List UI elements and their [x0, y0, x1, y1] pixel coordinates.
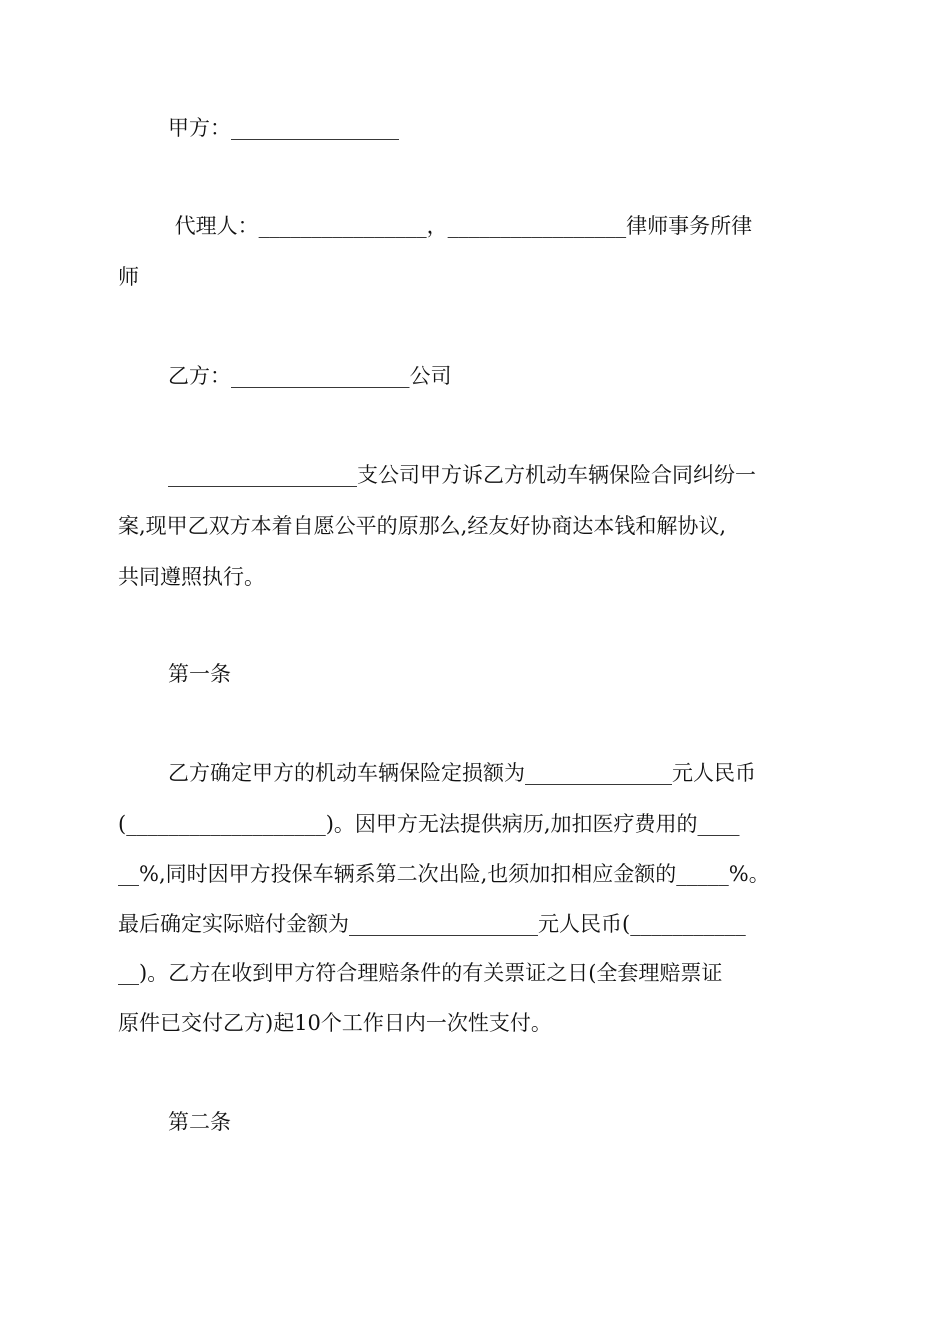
article-1-line-4: 最后确定实际赔付金额为__________________元人民币(___________: [118, 912, 746, 936]
intro-line-2: 案,现甲乙双方本着自愿公平的原那么,经友好协商达本钱和解协议,: [118, 514, 727, 538]
intro-line-3: 共同遵照执行。: [118, 565, 265, 589]
article-1-title: 第一条: [168, 662, 231, 686]
article-1-line-3: __%,同时因甲方投保车辆系第二次出险,也须加扣相应金额的_____%。: [118, 862, 770, 886]
intro-line-1: __________________支公司甲方诉乙方机动车辆保险合同纠纷一: [168, 463, 756, 487]
article-1-line-2: (___________________)。因甲方无法提供病历,加扣医疗费用的____: [118, 812, 740, 836]
article-1-line-1: 乙方确定甲方的机动车辆保险定损额为______________元人民币: [168, 761, 756, 785]
article-1-line-5: __)。乙方在收到甲方符合理赔条件的有关票证之日(全套理赔票证: [118, 961, 723, 985]
agent-line-1: 代理人：________________，_________________律师事务所律: [168, 214, 753, 238]
article-1-line-6: 原件已交付乙方)起10个工作日内一次性支付。: [118, 1011, 552, 1035]
article-2-title: 第二条: [168, 1110, 231, 1134]
party-b-line: 乙方：_________________公司: [168, 364, 452, 388]
agent-line-2: 师: [118, 265, 139, 289]
party-a-line: 甲方：________________: [168, 116, 399, 140]
